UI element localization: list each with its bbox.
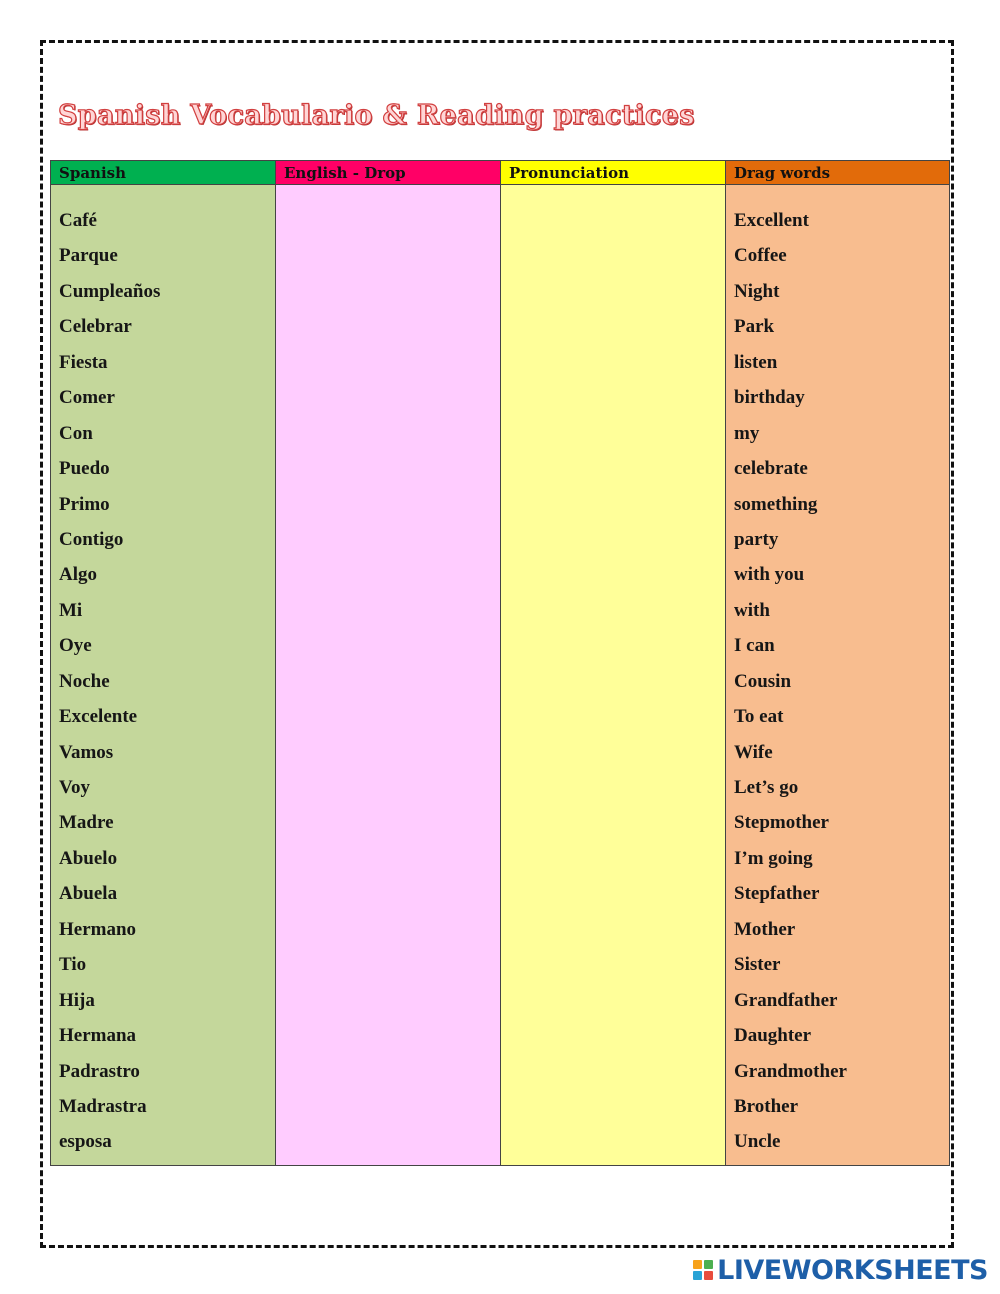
spanish-word: Algo	[59, 564, 97, 586]
pronunciation-column[interactable]	[501, 161, 726, 1165]
spanish-word: Hija	[59, 989, 95, 1011]
worksheet-title: Spanish Vocabulario & Reading practices	[58, 100, 695, 131]
drag-word[interactable]: my	[734, 422, 760, 444]
drag-word[interactable]: Park	[734, 316, 775, 338]
spanish-column-header: Spanish	[51, 161, 275, 185]
drag-words-column	[726, 161, 949, 1165]
pronunciation-column-header: Pronunciation	[501, 161, 725, 185]
drag-word[interactable]: Mother	[734, 918, 796, 940]
spanish-word: Con	[59, 422, 93, 444]
spanish-word: Hermana	[59, 1025, 137, 1047]
spanish-word: Padrastro	[59, 1060, 140, 1082]
drag-word[interactable]: with you	[734, 564, 805, 586]
spanish-column	[51, 161, 276, 1165]
drag-word[interactable]: Sister	[734, 954, 781, 976]
drag-word[interactable]: with	[734, 599, 770, 621]
drag-word[interactable]: I can	[734, 635, 775, 657]
spanish-word: Voy	[59, 777, 90, 798]
spanish-word: Comer	[59, 387, 115, 409]
spanish-word: Tio	[59, 954, 87, 976]
spanish-word: Fiesta	[59, 351, 108, 373]
spanish-word: Cumpleaños	[59, 280, 161, 302]
drag-word[interactable]: listen	[734, 351, 778, 373]
spanish-word: Abuela	[59, 883, 118, 905]
vocabulary-table	[50, 160, 950, 1166]
spanish-word: Excelente	[59, 706, 138, 728]
spanish-word: Celebrar	[59, 316, 132, 338]
liveworksheets-logo-icon	[693, 1260, 713, 1280]
drag-word[interactable]: I’m going	[734, 847, 813, 869]
drag-word[interactable]: To eat	[734, 706, 784, 728]
drag-word[interactable]: Night	[734, 280, 780, 302]
spanish-word: Primo	[59, 493, 110, 515]
liveworksheets-logo	[693, 1252, 988, 1288]
spanish-word: Parque	[59, 245, 118, 267]
drag-word[interactable]: something	[734, 493, 818, 515]
spanish-word: Abuelo	[59, 847, 118, 869]
drag-word[interactable]: Stepmother	[734, 812, 829, 834]
spanish-word: Hermano	[59, 918, 137, 940]
spanish-word: Contigo	[59, 528, 124, 550]
drag-word[interactable]: Wife	[734, 741, 773, 763]
spanish-word-list	[51, 185, 275, 1165]
spanish-word: Madre	[59, 812, 114, 834]
spanish-word: Café	[59, 210, 97, 231]
spanish-word: esposa	[59, 1131, 112, 1153]
liveworksheets-logo-text: LIVEWORKSHEETS	[717, 1254, 988, 1286]
drag-word[interactable]: Brother	[734, 1095, 799, 1117]
english-drop-column[interactable]	[276, 161, 501, 1165]
drag-words-column-header: Drag words	[726, 161, 949, 185]
drag-word[interactable]: Daughter	[734, 1025, 812, 1047]
drag-word[interactable]: Uncle	[734, 1131, 781, 1153]
drag-word[interactable]: Grandfather	[734, 989, 838, 1011]
spanish-word: Puedo	[59, 458, 110, 480]
drag-word[interactable]: Coffee	[734, 245, 787, 267]
drag-word[interactable]: Excellent	[734, 210, 809, 231]
spanish-word: Mi	[59, 599, 83, 621]
drag-word[interactable]: birthday	[734, 387, 805, 409]
drag-word[interactable]: party	[734, 528, 779, 550]
drag-word-list	[726, 185, 949, 1165]
drag-word[interactable]: celebrate	[734, 458, 808, 480]
drag-word[interactable]: Stepfather	[734, 883, 820, 905]
drag-word[interactable]: Cousin	[734, 670, 792, 692]
drag-word[interactable]: Grandmother	[734, 1060, 847, 1082]
spanish-word: Oye	[59, 635, 92, 657]
english-drop-column-header: English - Drop	[276, 161, 500, 185]
spanish-word: Madrastra	[59, 1095, 147, 1117]
drag-word[interactable]: Let’s go	[734, 777, 799, 798]
spanish-word: Vamos	[59, 741, 114, 763]
spanish-word: Noche	[59, 670, 110, 692]
